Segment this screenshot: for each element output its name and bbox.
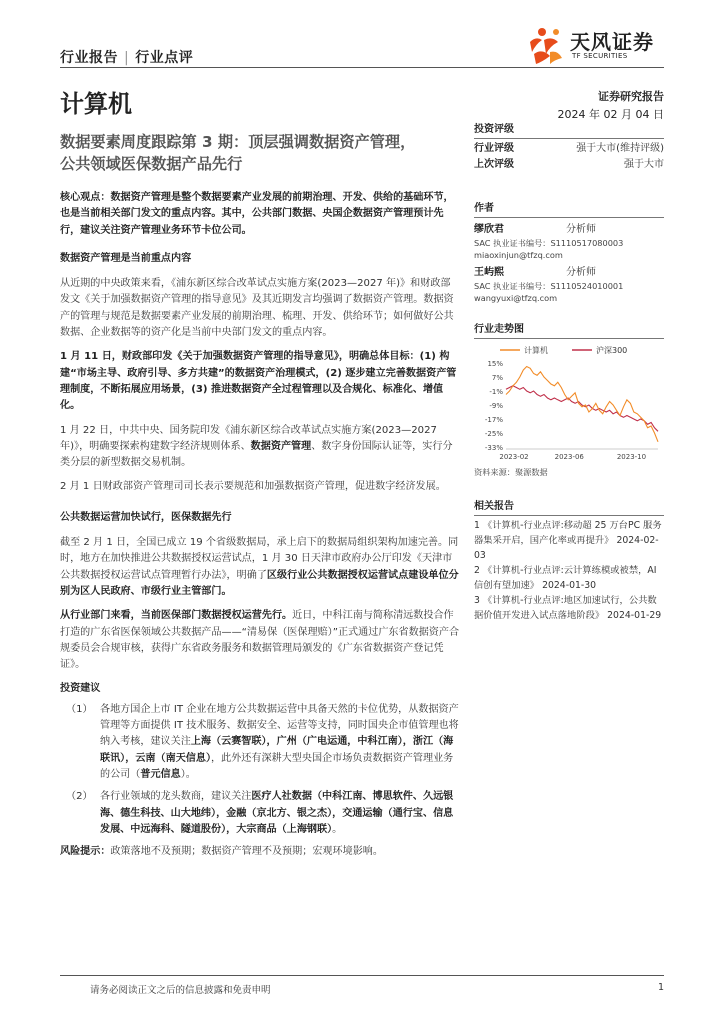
- footer-rule: [60, 975, 664, 976]
- section1-heading: 数据资产管理是当前重点内容: [60, 252, 192, 264]
- related-report-2[interactable]: 2 《计算机-行业点评:云计算练模或被禁，AI 信创有望加速》 2024-01-30: [474, 564, 657, 591]
- main-content: [60, 190, 460, 860]
- risk-note: 风险提示：政策落地不及预期；数据资产管理不及预期；宏观环境影响。: [60, 846, 383, 858]
- report-type: 行业报告: [60, 50, 118, 66]
- y-tick-label-6: -33%: [484, 444, 503, 452]
- section2-p1: 截至 2 月 1 日，全国已成立 19 个省级数据局，承上启下的数据局组织架构加速完善。同时，地方在加快推进公共数据授权运营试点，1 月 30 日天津市政府办公厅印发《天津市公共数据授权运营试点管理暂行办法》，明确了区级行业公共数据授权运营试点建设单位分别为区人民政府、市级行业主管部门。: [60, 537, 459, 597]
- core-view: [60, 190, 460, 239]
- y-tick-label-4: -17%: [484, 416, 503, 424]
- report-title: [60, 131, 460, 175]
- report-kind: 证券研究报告: [598, 90, 664, 103]
- x-tick-label-2: 2023-10: [616, 453, 647, 461]
- brand-logo: [520, 22, 670, 68]
- legend-label-0: 计算机: [524, 346, 548, 355]
- rating-rule: [474, 138, 664, 139]
- last-rating: 上次评级 强于大市: [474, 159, 664, 170]
- report-subtype: 行业点评: [135, 50, 194, 66]
- analyst-1-email[interactable]: miaoxinjun@tfzq.com: [474, 249, 563, 260]
- analyst-1: 缪欣君 分析师 SAC 执业证书编号：S1110517080003 miaoxinjun@tfzq.com: [474, 222, 664, 261]
- series-line-1: [506, 386, 658, 432]
- section2-heading: 公共数据运营加快试行，医保数据先行: [60, 511, 232, 523]
- section1-p4: 2 月 1 日财政部资产管理司司长表示要规范和加强数据资产管理，促进数字经济发展。: [60, 481, 446, 493]
- section1-p1: 从近期的中央政策来看，《浦东新区综合改革试点实施方案(2023—2027 年)》和财政部发文《关于加强数据资产管理的指导意见》及其近期发言均强调了数据资产管理。数据资产的管理与规范是数据要素产业发展的前期治理、梳理、开发、供给环节；如何做好公共数据、企业数据等的资产化是当前中央部门发文的重点内容。: [60, 278, 454, 339]
- section2-p2: 从行业部门来看，当前医保部门数据授权运营先行。近日，中科江南与简称清远数投合作打造的广东省医保领域公共数据产品——“清易保（医保理赔）”正式通过广东省数据资产合规委员会合规审核，获得广东省政务服务和数据管理局颁发的《广东省数据资产登记凭证》。: [60, 610, 460, 671]
- core-view-label: 核心观点：: [60, 192, 111, 203]
- section1-p2: 1 月 11 日，财政部印发《关于加强数据资产管理的指导意见》，明确总体目标：(1) 构建“市场主导、政府引导、多方共建”的数据资产治理模式，(2) 逐步建立完善数据资产管理制度，不断拓展应用场景，(3) 推进数据资产全过程管理以及合规化、标准化、增值化。: [60, 351, 457, 412]
- y-tick-label-0: 15%: [487, 360, 503, 368]
- y-tick-label-1: 7%: [491, 374, 503, 382]
- author-rule: [474, 217, 664, 218]
- y-tick-label-5: -25%: [484, 430, 503, 438]
- investment-heading: 投资建议: [60, 683, 101, 695]
- y-tick-label-3: -9%: [489, 402, 503, 410]
- legend-label-1: 沪深300: [596, 346, 628, 355]
- investment-item-2: （2） 各行业领域的龙头数商，建议关注医疗人社数据（中科江南、博思软件、久远银海、德生科技、山大地纬），金融（京北方、银之杰），交通运输（通行宝、信息发展、中远海科、隧道股份），大宗商品（上海钢联）。: [66, 791, 454, 835]
- page-number: 1: [657, 982, 664, 993]
- title-line-1: 数据要素周度跟踪第 3 期：顶层强调数据资产管理，: [60, 133, 416, 151]
- related-report-3[interactable]: 3 《计算机-行业点评:地区加速试行，公共数据价值开发进入试点落地阶段》 2024-01-29: [474, 594, 662, 621]
- related-rule: [474, 515, 664, 516]
- sector-title: 计算机: [60, 90, 132, 118]
- rating-heading: 投资评级: [474, 124, 514, 135]
- sidebar: [474, 120, 664, 623]
- header-separator: |: [124, 50, 130, 66]
- title-line-2: 公共领域医保数据产品先行: [60, 155, 243, 173]
- series-line-0: [506, 367, 658, 442]
- brand-name-en: TF SECURITIES: [572, 52, 628, 60]
- related-heading: 相关报告: [474, 500, 514, 512]
- related-report-1[interactable]: 1 《计算机-行业点评:移动超 25 万台PC 服务器集采开启，国产化率或再提升》 2024-02-03: [474, 519, 662, 561]
- brand-name: 天风证券: [570, 30, 654, 54]
- chart-source: 资料来源：聚源数据: [474, 467, 548, 477]
- x-tick-label-0: 2023-02: [499, 453, 529, 461]
- industry-rating: 行业评级 强于大市(维持评级): [474, 143, 664, 154]
- footer-disclaimer[interactable]: 请务必阅读正文之后的信息披露和免责申明: [90, 985, 271, 996]
- x-tick-label-1: 2023-06: [554, 453, 584, 461]
- report-date: 2024 年 02 月 04 日: [557, 108, 664, 121]
- y-tick-label-2: -1%: [489, 388, 503, 396]
- trend-chart: [474, 341, 664, 465]
- investment-list: [60, 702, 460, 838]
- report-type-header: [60, 47, 193, 67]
- trend-heading: 行业走势图: [474, 324, 524, 335]
- analyst-2-email[interactable]: wangyuxi@tfzq.com: [474, 292, 558, 303]
- author-heading: 作者: [474, 203, 494, 214]
- core-view-text: 数据资产管理是整个数据要素产业发展的前期治理、开发、供给的基础环节，也是当前相关部门发文的重点内容。其中，公共部门数据、央国企数据资产管理预计先行，建议关注资产管理业务环节卡位公司。: [60, 192, 454, 236]
- investment-item-1: （1） 各地方国企上市 IT 企业在地方公共数据运营中具备天然的卡位优势，从数据资产管理等方面提供 IT 技术服务、数据安全、运营等支持，同时国央企市值管理也将纳入考核，建议关注上海（云赛智联），广州（广电运通，中科江南），浙江（海联讯），云南（南天信息），此外还有深耕大型央国企市场负责数据资产管理业务的公司（普元信息）。: [66, 703, 459, 780]
- trend-rule: [474, 338, 664, 339]
- tf-logo-icon: [520, 22, 568, 68]
- analyst-2: 王屿熙 分析师 SAC 执业证书编号：S1110524010001 wangyuxi@tfzq.com: [474, 265, 664, 304]
- section1-p3: 1 月 22 日，中共中央、国务院印发《浦东新区综合改革试点实施方案(2023—2027 年)》，明确要探索构建数字经济规则体系、数据资产管理、数字身份国际认证等，实行分类分层的新型数据交易机制。: [60, 424, 453, 469]
